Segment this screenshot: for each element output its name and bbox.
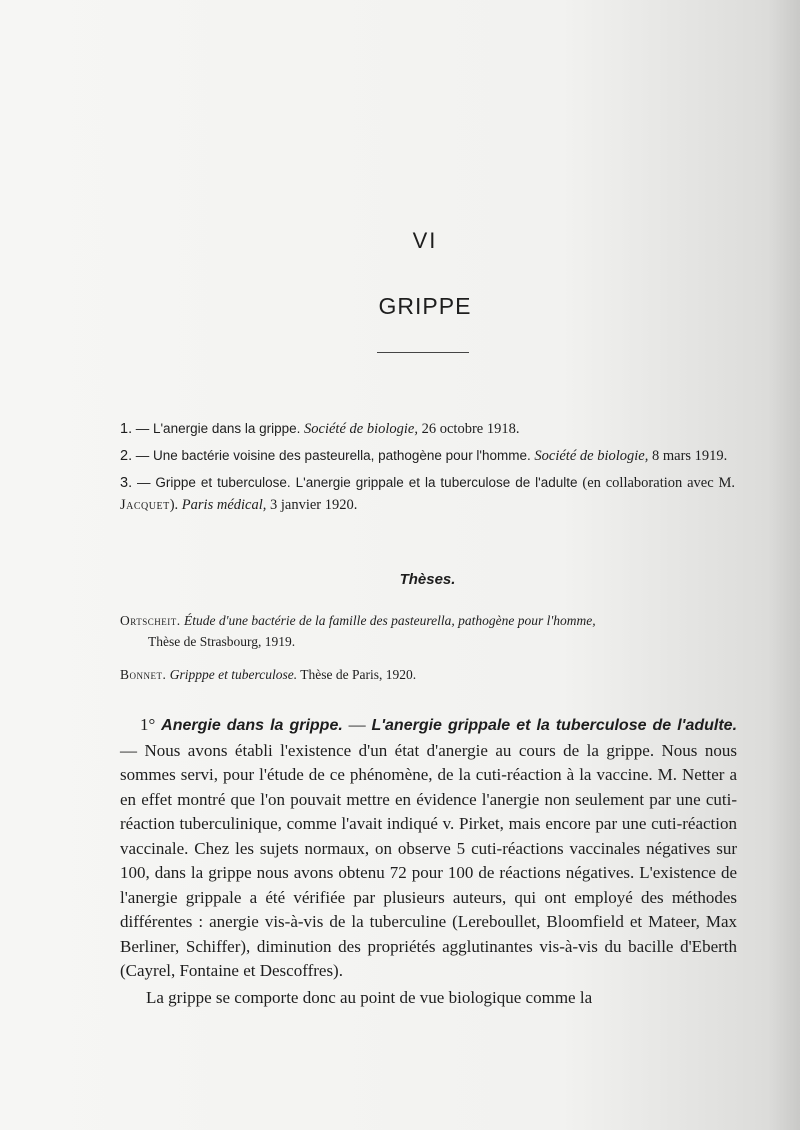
paragraph-number: 1°	[140, 715, 156, 734]
body-paragraph	[120, 713, 737, 984]
publication-list	[120, 418, 735, 521]
publication-source: Société de biologie,	[304, 421, 418, 437]
publication-item	[120, 472, 735, 516]
thesis-author: Bonnet.	[120, 667, 167, 682]
thesis-place: Thèse de Strasbourg, 1919.	[148, 634, 296, 649]
publication-collab: (en collaboration avec M.	[582, 475, 736, 491]
theses-list	[120, 610, 737, 697]
thesis-item	[120, 610, 737, 652]
publication-item	[120, 418, 735, 440]
chapter-title: GRIPPE	[378, 293, 472, 319]
thesis-item	[120, 664, 737, 685]
publication-title: — Grippe et tuberculose. L'anergie grippale et la tuberculose de l'adulte	[136, 475, 578, 490]
section-heading: Anergie dans la grippe.	[161, 717, 343, 734]
publication-date: 8 mars 1919.	[651, 448, 728, 464]
publication-item	[120, 445, 735, 467]
thesis-work: Gripppe et tuberculose.	[169, 667, 298, 682]
publication-date: 3 janvier 1920.	[270, 497, 358, 513]
publication-title: — Une bactérie voisine des pasteurella, pathogène pour l'homme.	[135, 448, 531, 463]
publication-number: 2.	[120, 448, 133, 464]
paragraph-text: La grippe se comporte donc au point de vue biologique comme la	[146, 987, 593, 1007]
section-heading: L'anergie grippale et la tuberculose de l'adulte.	[371, 717, 738, 734]
publication-number: 3.	[120, 475, 133, 491]
thesis-author: Ortscheit.	[120, 613, 181, 628]
body-paragraph	[120, 986, 737, 1011]
title-rule	[377, 352, 469, 353]
chapter-number: VI	[412, 228, 438, 253]
publication-number: 1.	[120, 421, 133, 437]
publication-title: — L'anergie dans la grippe.	[135, 421, 301, 436]
thesis-work: Étude d'une bactérie de la famille des pasteurella, pathogène pour l'homme,	[183, 613, 596, 628]
publication-source: Société de biologie,	[534, 448, 649, 464]
publication-date: 26 octobre 1918.	[421, 421, 520, 437]
publication-collab-end: ).	[169, 497, 179, 513]
body-text	[120, 713, 737, 1010]
heading-dash: —	[348, 715, 366, 734]
paragraph-text: — Nous avons établi l'existence d'un état d'anergie au cours de la grippe. Nous nous sommes servi, pour l'étude de ce phénomène, de la cuti-réaction à la vaccine. M. Netter a en effet montré que l'on pouvait mettre en évidence l'anergie non seulement par une cuti-réaction tuberculinique, comme l'avait indiqué v. Pirket, mais encore par une cuti-réaction vaccinale. Chez les sujets normaux, on observe 5 cuti-réactions vaccinales négatives sur 100, dans la grippe nous avons obtenu 72 pour 100 de réactions négatives. L'existence de l'anergie grippale a été vérifiée par plusieurs auteurs, qui ont employé des méthodes différentes : anergie vis-à-vis de la tuberculine (Lereboullet, Bloomfield et Mateer, Max Berliner, Schiffer), diminution des propriétés agglutinantes vis-à-vis du bacille d'Eberth (Cayrel, Fontaine et Descoffres).	[120, 740, 737, 980]
collaborator-name: Jacquet	[120, 497, 170, 513]
publication-source: Paris médical,	[181, 497, 267, 513]
thesis-place: Thèse de Paris, 1920.	[300, 667, 417, 682]
theses-heading: Thèses.	[399, 571, 456, 588]
